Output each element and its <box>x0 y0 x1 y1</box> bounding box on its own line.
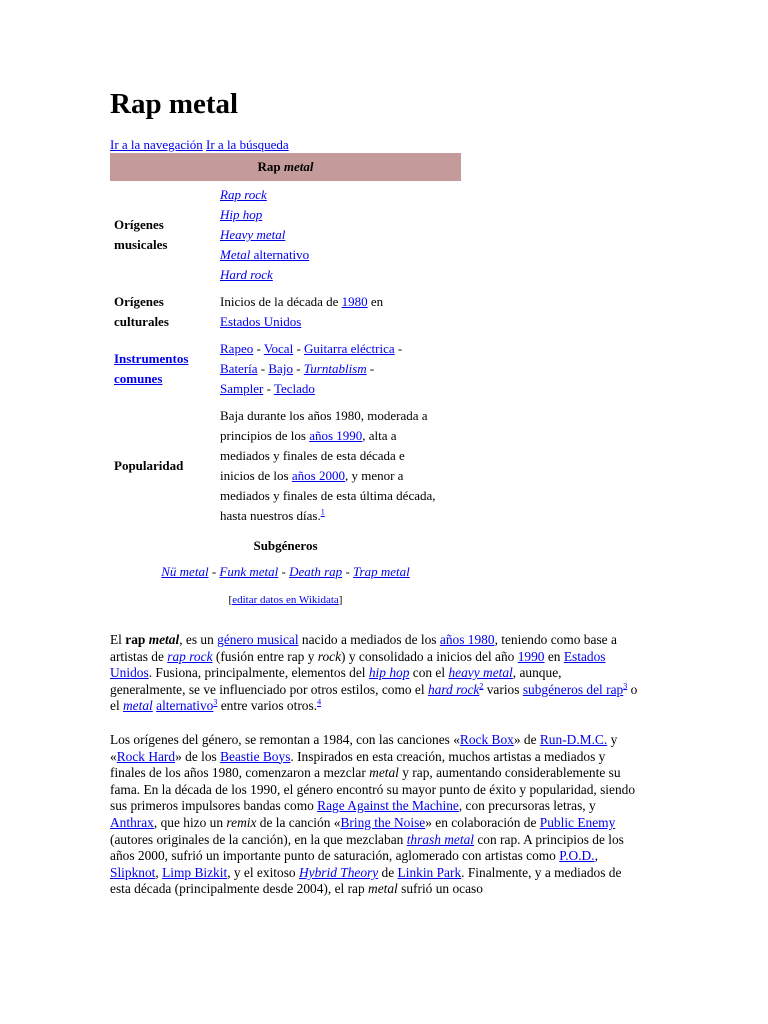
rap-rock-link[interactable]: Rap rock <box>220 187 267 202</box>
anos-1980-link[interactable]: años 1980 <box>439 632 495 647</box>
ref-3b-link[interactable]: 3 <box>213 697 218 707</box>
year-1990-link[interactable]: 1990 <box>517 648 545 664</box>
genero-musical-link[interactable]: género musical <box>217 632 299 647</box>
bajo-link[interactable]: Bajo <box>268 361 293 376</box>
edit-wikidata-link[interactable]: editar datos en Wikidata <box>232 594 339 606</box>
subgenres-list: Nü metal - Funk metal - Death rap - Trap metal <box>161 564 410 579</box>
trap-metal-link[interactable]: Trap metal <box>353 564 410 579</box>
hard-rock-link[interactable]: Hard rock <box>220 267 273 282</box>
alternativo-link[interactable]: alternativo <box>250 247 310 262</box>
infobox <box>110 153 461 610</box>
rock-hard-link[interactable]: Rock Hard <box>116 748 176 764</box>
popularity-label: Popularidad <box>114 458 184 473</box>
anos-2000-link[interactable]: años 2000 <box>291 468 345 483</box>
musical-origins-label: Orígenes musicales <box>114 217 168 252</box>
heavy-metal-link[interactable]: Heavy metal <box>220 227 286 242</box>
metal-article-link[interactable]: metal <box>123 698 153 714</box>
hip-hop-link[interactable]: Hip hop <box>220 207 263 222</box>
infobox-row-instruments <box>110 339 461 399</box>
guitarra-electrica-link[interactable]: Guitarra eléctrica <box>304 341 395 356</box>
infobox-header: Rap metal <box>110 153 461 181</box>
bring-the-noise-link[interactable]: Bring the Noise <box>340 814 426 830</box>
year-1980-link[interactable]: 1980 <box>341 294 368 309</box>
ref-3-link[interactable]: 3 <box>623 681 628 691</box>
vocal-link[interactable]: Vocal <box>263 341 294 356</box>
jump-to-navigation-link[interactable]: Ir a la navegación <box>110 137 203 152</box>
rapeo-link[interactable]: Rapeo <box>220 341 254 356</box>
ratm-link[interactable]: Rage Against the Machine <box>317 798 459 814</box>
estados-unidos-link[interactable]: Estados Unidos <box>220 314 302 329</box>
slipknot-link[interactable]: Slipknot <box>110 864 156 880</box>
instruments-value: Rapeo - Vocal - Guitarra eléctrica - Batería - Bajo - Turntablism - Sampler - Teclado <box>220 341 403 396</box>
nu-metal-link[interactable]: Nü metal <box>161 564 209 579</box>
popularity-value: Baja durante los años 1980, moderada a principios de los años 1990, alta a mediados y finales de esta década e inicios de los años 2000, y menor a mediados y finales de esta última década, hasta nuestros días.$^1$ <box>220 408 436 523</box>
hip-hop-article-link[interactable]: hip hop <box>368 665 410 681</box>
infobox-row-popularity <box>110 406 461 526</box>
anos-1990-link[interactable]: años 1990 <box>309 428 363 443</box>
subgeneros-rap-link[interactable]: subgéneros del rap <box>522 681 624 697</box>
anthrax-link[interactable]: Anthrax <box>110 814 154 830</box>
rap-rock-article-link[interactable]: rap rock <box>167 648 213 664</box>
ref-4-link[interactable]: 4 <box>317 697 322 707</box>
subgenres-heading: Subgéneros <box>253 538 318 553</box>
cultural-origins-label: Orígenes culturales <box>114 294 169 329</box>
cultural-origins-value: Inicios de la década de 1980 en Estados Unidos <box>220 294 384 329</box>
hybrid-theory-link[interactable]: Hybrid Theory <box>298 864 379 880</box>
sampler-link[interactable]: Sampler <box>220 381 264 396</box>
page-title: Rap metal <box>110 88 239 120</box>
funk-metal-link[interactable]: Funk metal <box>219 564 279 579</box>
metal-link[interactable]: Metal <box>220 247 251 262</box>
jump-links <box>110 137 289 153</box>
death-rap-link[interactable]: Death rap <box>289 564 343 579</box>
rock-box-link[interactable]: Rock Box <box>459 731 514 747</box>
run-dmc-link[interactable]: Run-D.M.C. <box>539 731 608 747</box>
bateria-link[interactable]: Batería <box>220 361 258 376</box>
linkin-park-link[interactable]: Linkin Park <box>397 864 462 880</box>
estados-unidos-article-link[interactable]: Estados Unidos <box>110 648 606 681</box>
hard-rock-article-link[interactable]: hard rock <box>427 681 480 697</box>
heavy-metal-article-link[interactable]: heavy metal <box>448 665 513 681</box>
musical-origins-value <box>218 185 461 285</box>
limp-bizkit-link[interactable]: Limp Bizkit <box>162 864 228 880</box>
public-enemy-link[interactable]: Public Enemy <box>539 814 616 830</box>
beastie-boys-link[interactable]: Beastie Boys <box>220 748 291 764</box>
ref-2-link[interactable]: 2 <box>479 681 484 691</box>
ref-1-link[interactable]: 1 <box>320 507 325 517</box>
turntablism-link[interactable]: Turntablism <box>303 361 367 376</box>
paragraph-intro: El rap metal, es un género musical nacido a mediados de los años 1980, teniendo como base a artistas de rap rock (fusión entre rap y rock) y consolidado a inicios del año 1990 en Estados Unidos. Fusiona, principalmente, elementos del hip hop con el heavy metal, aunque, generalmente, se ve influenciado por otros estilos, como el hard rock$^2$ varios subgéneros del rap$^3$ o el metal alternativo$^3$ entre varios otros.$^4$ <box>110 632 638 714</box>
infobox-row-musical-origins <box>110 185 461 285</box>
instrumentos-comunes-link[interactable]: Instrumentos comunes <box>114 351 189 386</box>
pod-link[interactable]: P.O.D. <box>559 848 595 864</box>
infobox-row-cultural-origins <box>110 292 461 332</box>
jump-to-search-link[interactable]: Ir a la búsqueda <box>206 137 289 152</box>
thrash-metal-link[interactable]: thrash metal <box>406 831 475 847</box>
wikidata-edit: [editar datos en Wikidata] <box>228 594 343 606</box>
paragraph-origins: Los orígenes del género, se remontan a 1984, con las canciones «Rock Box» de Run-D.M.C. y «Rock Hard» de los Beastie Boys. Inspirados en esta creación, muchos artistas a mediados y finales de los años 1980, comenzaron a mezclar metal y rap, aumentando considerablemente su fama. En la década de los 1990, el género encontró su mayor punto de éxito y popularidad, siendo sus primeros impulsores bandas como Rage Against the Machine, con precursoras letras, y Anthrax, que hizo un remix de la canción «Bring the Noise» en colaboración de Public Enemy (autores originales de la canción), en la que mezclaban thrash metal con rap. A principios de los años 2000, sufrió un importante punto de saturación, aglomerado con artistas como P.O.D., Slipknot, Limp Bizkit, y el exitoso Hybrid Theory de Linkin Park. Finalmente, y a mediados de esta década (principalmente desde 2004), el rap metal sufrió un ocaso <box>110 731 636 897</box>
alternativo-article-link[interactable]: alternativo <box>156 698 214 714</box>
teclado-link[interactable]: Teclado <box>273 381 315 396</box>
article-body <box>110 632 640 915</box>
